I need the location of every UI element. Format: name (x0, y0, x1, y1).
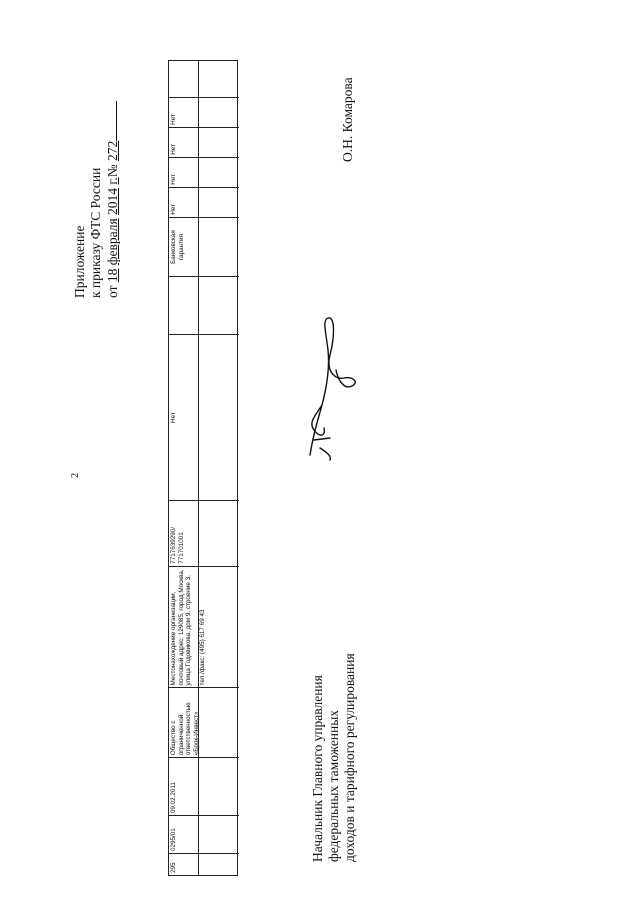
appendix-order-ref: к приказу ФТС России (88, 167, 103, 298)
cell-branches: Нет (169, 334, 198, 500)
cell-record-number: 295 (169, 853, 198, 875)
signer-name: О.Н. Комарова (340, 77, 355, 162)
signature-position: Начальник Главного управления федеральных таможенных доходов и тарифного регулирования (310, 653, 357, 862)
appendix-header (72, 101, 121, 298)
cell-flag-4: Нет (169, 97, 198, 127)
order-number: 272 (105, 140, 120, 161)
table-row-empty (199, 61, 239, 875)
cell-organization-name: Общество с ограниченной ответственностью «Брок-Инвест» (169, 687, 198, 757)
appendix-order-date: от 18 февраля 2014 г.№ 272 (104, 101, 121, 298)
cell-empty-a (169, 277, 198, 335)
cell-flag-3: Нет (169, 127, 198, 157)
cell-flag-1: Нет (169, 187, 198, 217)
order-month: февраля (105, 218, 120, 266)
cell-registration-number: 0295/01 (169, 815, 198, 853)
page-number: 2 (70, 473, 81, 478)
cell-address: Местонахождение организации, почтовый адрес: 129085, город Москва, улица Годовикова, дом 9, строение 3, тел./факс: (495) 617 69 43 (169, 566, 198, 688)
cell-inclusion-date: 09.02.2011 (169, 757, 198, 815)
appendix-title: Приложение (72, 225, 87, 298)
cell-flag-2: Нет (169, 157, 198, 187)
registry-table (168, 60, 238, 876)
cell-security-type: Банковская гарантия (169, 217, 198, 277)
handwritten-signature (300, 310, 370, 470)
table-row (169, 61, 206, 875)
cell-inn-kpp: 7717639290/ 771701001 (169, 500, 198, 566)
cell-empty-b (169, 61, 198, 97)
order-day: 18 (105, 268, 120, 283)
order-year: 2014 (105, 187, 120, 215)
